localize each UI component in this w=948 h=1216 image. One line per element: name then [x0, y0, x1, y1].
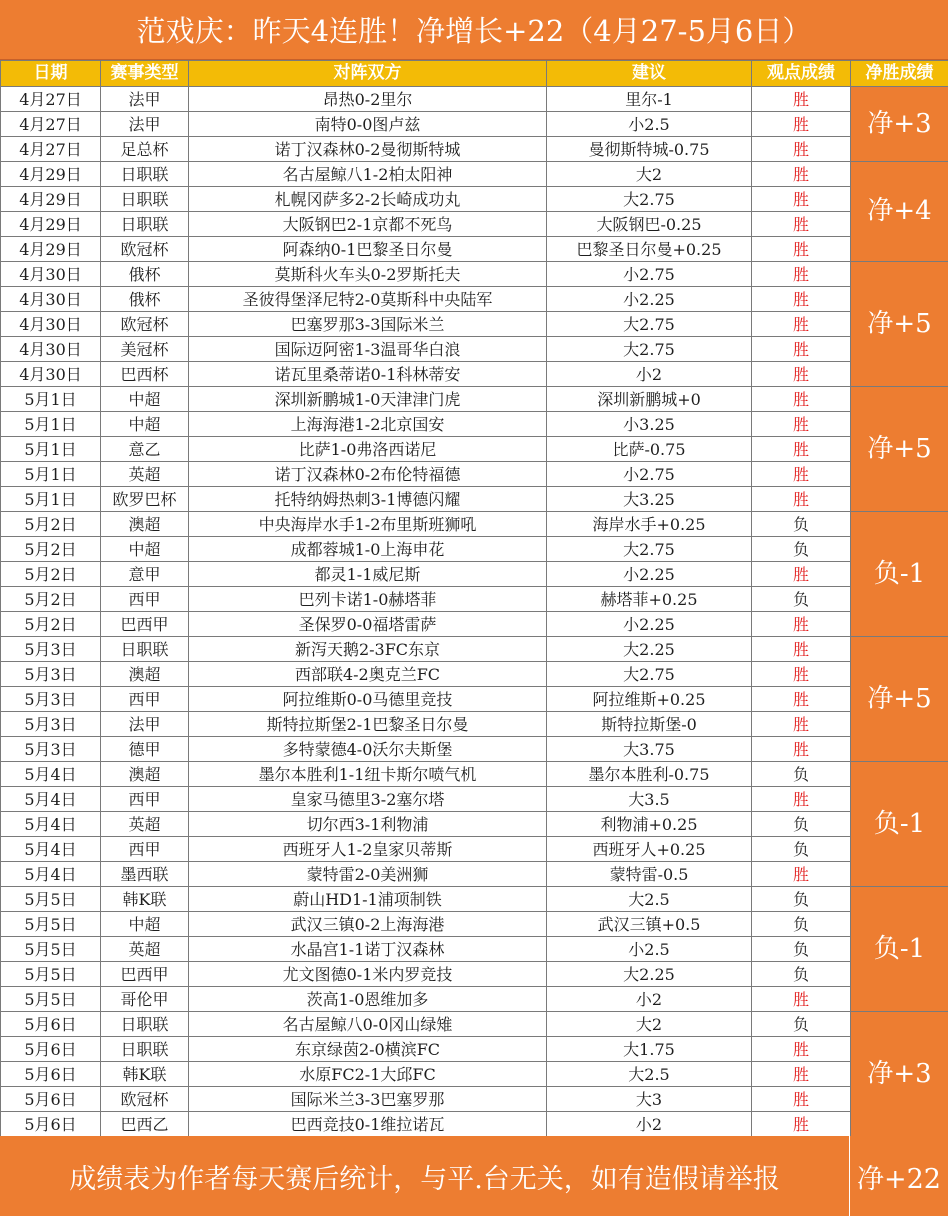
cell-date: 5月2日 [1, 512, 101, 537]
cell-matchup: 名古屋鲸八1-2柏太阳神 [189, 162, 547, 187]
cell-pick: 大2.25 [547, 637, 752, 662]
cell-pick: 武汉三镇+0.5 [547, 912, 752, 937]
cell-matchup: 多特蒙德4-0沃尔夫斯堡 [189, 737, 547, 762]
cell-pick: 大2.75 [547, 187, 752, 212]
col-header-pick: 建议 [547, 61, 752, 87]
cell-date: 5月4日 [1, 787, 101, 812]
cell-matchup: 国际米兰3-3巴塞罗那 [189, 1087, 547, 1112]
header-row [1, 61, 948, 87]
cell-result: 胜 [752, 162, 851, 187]
cell-result: 胜 [752, 1087, 851, 1112]
table-row [1, 462, 948, 487]
col-header-net: 净胜成绩 [851, 61, 948, 87]
cell-pick: 小2 [547, 362, 752, 387]
cell-matchup: 莫斯科火车头0-2罗斯托夫 [189, 262, 547, 287]
cell-competition: 日职联 [101, 212, 189, 237]
cell-matchup: 都灵1-1威尼斯 [189, 562, 547, 587]
cell-competition: 墨西联 [101, 862, 189, 887]
net-result-cell: 净+3 [851, 87, 948, 162]
cell-result: 胜 [752, 787, 851, 812]
table-body [1, 87, 948, 1137]
cell-matchup: 蔚山HD1-1浦项制铁 [189, 887, 547, 912]
col-header-matchup: 对阵双方 [189, 61, 547, 87]
cell-result: 负 [752, 587, 851, 612]
cell-date: 5月1日 [1, 462, 101, 487]
table-row [1, 237, 948, 262]
table-row [1, 262, 948, 287]
cell-matchup: 南特0-0图卢兹 [189, 112, 547, 137]
cell-matchup: 皇家马德里3-2塞尔塔 [189, 787, 547, 812]
cell-competition: 意甲 [101, 562, 189, 587]
cell-result: 胜 [752, 1112, 851, 1137]
cell-result: 胜 [752, 862, 851, 887]
table-row [1, 187, 948, 212]
footer-bar [0, 1136, 948, 1216]
cell-date: 5月5日 [1, 962, 101, 987]
cell-result: 胜 [752, 262, 851, 287]
cell-matchup: 诺丁汉森林0-2曼彻斯特城 [189, 137, 547, 162]
cell-result: 胜 [752, 1062, 851, 1087]
cell-pick: 小2.5 [547, 937, 752, 962]
cell-result: 胜 [752, 612, 851, 637]
net-result-cell: 负-1 [851, 512, 948, 637]
table-row [1, 912, 948, 937]
cell-competition: 西甲 [101, 787, 189, 812]
cell-date: 5月3日 [1, 712, 101, 737]
table-row [1, 862, 948, 887]
cell-date: 5月3日 [1, 662, 101, 687]
cell-result: 胜 [752, 687, 851, 712]
table-row [1, 787, 948, 812]
cell-result: 胜 [752, 337, 851, 362]
cell-result: 胜 [752, 212, 851, 237]
table-row [1, 737, 948, 762]
cell-date: 5月2日 [1, 562, 101, 587]
table-row [1, 812, 948, 837]
table-row [1, 512, 948, 537]
cell-result: 胜 [752, 412, 851, 437]
cell-date: 5月4日 [1, 862, 101, 887]
net-result-cell: 净+5 [851, 262, 948, 387]
cell-pick: 赫塔菲+0.25 [547, 587, 752, 612]
cell-pick: 小2 [547, 1112, 752, 1137]
cell-matchup: 昂热0-2里尔 [189, 87, 547, 112]
cell-matchup: 诺丁汉森林0-2布伦特福德 [189, 462, 547, 487]
cell-pick: 小2.25 [547, 562, 752, 587]
cell-date: 5月1日 [1, 387, 101, 412]
cell-date: 4月30日 [1, 337, 101, 362]
cell-date: 4月30日 [1, 312, 101, 337]
table-row [1, 637, 948, 662]
table-row [1, 962, 948, 987]
cell-date: 5月2日 [1, 587, 101, 612]
cell-result: 胜 [752, 237, 851, 262]
cell-competition: 澳超 [101, 762, 189, 787]
cell-result: 胜 [752, 562, 851, 587]
cell-result: 胜 [752, 737, 851, 762]
cell-competition: 足总杯 [101, 137, 189, 162]
table-row [1, 712, 948, 737]
cell-matchup: 上海海港1-2北京国安 [189, 412, 547, 437]
cell-result: 负 [752, 1012, 851, 1037]
cell-pick: 大2.75 [547, 537, 752, 562]
cell-matchup: 诺瓦里桑蒂诺0-1科林蒂安 [189, 362, 547, 387]
cell-result: 胜 [752, 712, 851, 737]
cell-result: 胜 [752, 662, 851, 687]
table-row [1, 987, 948, 1012]
cell-pick: 里尔-1 [547, 87, 752, 112]
cell-competition: 西甲 [101, 587, 189, 612]
table-row [1, 137, 948, 162]
cell-result: 胜 [752, 487, 851, 512]
cell-pick: 海岸水手+0.25 [547, 512, 752, 537]
cell-pick: 比萨-0.75 [547, 437, 752, 462]
cell-competition: 日职联 [101, 1037, 189, 1062]
table-row [1, 612, 948, 637]
cell-pick: 大阪钢巴-0.25 [547, 212, 752, 237]
page-title: 范戏庆：昨天4连胜！净增长+22（4月27-5月6日） [0, 0, 948, 60]
cell-competition: 德甲 [101, 737, 189, 762]
cell-result: 负 [752, 537, 851, 562]
cell-matchup: 巴塞罗那3-3国际米兰 [189, 312, 547, 337]
footer-note: 成绩表为作者每天赛后统计，与平.台无关，如有造假请举报 [0, 1136, 850, 1216]
cell-pick: 大3.75 [547, 737, 752, 762]
table-row [1, 887, 948, 912]
cell-date: 5月4日 [1, 812, 101, 837]
cell-date: 5月5日 [1, 987, 101, 1012]
cell-pick: 大2.75 [547, 662, 752, 687]
table-row [1, 412, 948, 437]
cell-matchup: 墨尔本胜利1-1纽卡斯尔喷气机 [189, 762, 547, 787]
net-result-cell: 净+5 [851, 637, 948, 762]
cell-matchup: 名古屋鲸八0-0冈山绿雉 [189, 1012, 547, 1037]
cell-matchup: 尤文图德0-1米内罗竞技 [189, 962, 547, 987]
cell-matchup: 托特纳姆热刺3-1博德闪耀 [189, 487, 547, 512]
cell-competition: 欧冠杯 [101, 237, 189, 262]
cell-date: 5月1日 [1, 487, 101, 512]
cell-date: 5月3日 [1, 737, 101, 762]
cell-competition: 法甲 [101, 87, 189, 112]
cell-matchup: 圣彼得堡泽尼特2-0莫斯科中央陆军 [189, 287, 547, 312]
cell-competition: 中超 [101, 912, 189, 937]
table-row [1, 1087, 948, 1112]
cell-competition: 中超 [101, 387, 189, 412]
cell-competition: 欧冠杯 [101, 1087, 189, 1112]
cell-matchup: 比萨1-0弗洛西诺尼 [189, 437, 547, 462]
cell-matchup: 巴列卡诺1-0赫塔菲 [189, 587, 547, 612]
cell-date: 4月30日 [1, 362, 101, 387]
cell-pick: 大3.25 [547, 487, 752, 512]
table-row [1, 1062, 948, 1087]
cell-competition: 西甲 [101, 837, 189, 862]
cell-competition: 美冠杯 [101, 337, 189, 362]
cell-matchup: 札幌冈萨多2-2长崎成功丸 [189, 187, 547, 212]
cell-matchup: 大阪钢巴2-1京都不死鸟 [189, 212, 547, 237]
cell-pick: 利物浦+0.25 [547, 812, 752, 837]
cell-pick: 大2.25 [547, 962, 752, 987]
cell-date: 5月5日 [1, 912, 101, 937]
cell-matchup: 成都蓉城1-0上海申花 [189, 537, 547, 562]
cell-date: 5月4日 [1, 837, 101, 862]
table-row [1, 1012, 948, 1037]
cell-competition: 法甲 [101, 712, 189, 737]
cell-competition: 巴西乙 [101, 1112, 189, 1137]
cell-pick: 巴黎圣日尔曼+0.25 [547, 237, 752, 262]
cell-date: 4月27日 [1, 137, 101, 162]
col-header-date: 日期 [1, 61, 101, 87]
cell-matchup: 阿拉维斯0-0马德里竞技 [189, 687, 547, 712]
cell-competition: 意乙 [101, 437, 189, 462]
cell-pick: 小2.25 [547, 287, 752, 312]
cell-pick: 小2.5 [547, 112, 752, 137]
table-row [1, 162, 948, 187]
cell-date: 4月30日 [1, 287, 101, 312]
cell-date: 4月27日 [1, 112, 101, 137]
cell-competition: 巴西杯 [101, 362, 189, 387]
cell-pick: 大2.75 [547, 312, 752, 337]
cell-matchup: 中央海岸水手1-2布里斯班狮吼 [189, 512, 547, 537]
cell-pick: 大2.5 [547, 887, 752, 912]
cell-matchup: 东京绿茵2-0横滨FC [189, 1037, 547, 1062]
cell-date: 4月29日 [1, 212, 101, 237]
table-row [1, 762, 948, 787]
cell-matchup: 切尔西3-1利物浦 [189, 812, 547, 837]
cell-result: 胜 [752, 137, 851, 162]
cell-matchup: 深圳新鹏城1-0天津津门虎 [189, 387, 547, 412]
table-row [1, 87, 948, 112]
table-row [1, 1112, 948, 1137]
cell-result: 负 [752, 812, 851, 837]
cell-result: 胜 [752, 287, 851, 312]
cell-result: 负 [752, 512, 851, 537]
cell-result: 负 [752, 962, 851, 987]
cell-date: 4月30日 [1, 262, 101, 287]
net-result-cell: 净+4 [851, 162, 948, 262]
cell-competition: 韩K联 [101, 887, 189, 912]
table-row [1, 112, 948, 137]
cell-date: 5月6日 [1, 1087, 101, 1112]
cell-pick: 大1.75 [547, 1037, 752, 1062]
cell-date: 4月29日 [1, 237, 101, 262]
cell-result: 负 [752, 762, 851, 787]
cell-date: 5月6日 [1, 1062, 101, 1087]
table-row [1, 687, 948, 712]
cell-competition: 欧冠杯 [101, 312, 189, 337]
cell-date: 4月29日 [1, 162, 101, 187]
cell-date: 5月6日 [1, 1037, 101, 1062]
cell-matchup: 水原FC2-1大邱FC [189, 1062, 547, 1087]
cell-pick: 曼彻斯特城-0.75 [547, 137, 752, 162]
col-header-result: 观点成绩 [752, 61, 851, 87]
cell-result: 负 [752, 912, 851, 937]
table-row [1, 562, 948, 587]
net-result-cell: 净+3 [851, 1012, 948, 1137]
cell-pick: 小2 [547, 987, 752, 1012]
cell-pick: 斯特拉斯堡-0 [547, 712, 752, 737]
net-result-cell: 负-1 [851, 887, 948, 1012]
cell-date: 5月5日 [1, 887, 101, 912]
cell-pick: 墨尔本胜利-0.75 [547, 762, 752, 787]
cell-date: 5月2日 [1, 537, 101, 562]
cell-matchup: 西部联4-2奥克兰FC [189, 662, 547, 687]
cell-competition: 日职联 [101, 637, 189, 662]
cell-pick: 大3 [547, 1087, 752, 1112]
cell-matchup: 新泻天鹅2-3FC东京 [189, 637, 547, 662]
cell-date: 5月1日 [1, 412, 101, 437]
cell-matchup: 茨高1-0恩维加多 [189, 987, 547, 1012]
table-row [1, 837, 948, 862]
cell-date: 5月5日 [1, 937, 101, 962]
table-row [1, 587, 948, 612]
cell-matchup: 蒙特雷2-0美洲狮 [189, 862, 547, 887]
col-header-competition: 赛事类型 [101, 61, 189, 87]
cell-competition: 韩K联 [101, 1062, 189, 1087]
cell-date: 5月6日 [1, 1112, 101, 1137]
cell-date: 5月3日 [1, 637, 101, 662]
cell-competition: 巴西甲 [101, 612, 189, 637]
cell-pick: 小3.25 [547, 412, 752, 437]
net-result-cell: 净+5 [851, 387, 948, 512]
cell-result: 胜 [752, 87, 851, 112]
results-table [0, 60, 948, 1137]
cell-result: 负 [752, 887, 851, 912]
cell-competition: 日职联 [101, 187, 189, 212]
cell-pick: 大3.5 [547, 787, 752, 812]
cell-pick: 小2.75 [547, 462, 752, 487]
cell-competition: 中超 [101, 412, 189, 437]
table-row [1, 437, 948, 462]
cell-date: 5月4日 [1, 762, 101, 787]
cell-matchup: 阿森纳0-1巴黎圣日尔曼 [189, 237, 547, 262]
cell-matchup: 斯特拉斯堡2-1巴黎圣日尔曼 [189, 712, 547, 737]
cell-result: 胜 [752, 112, 851, 137]
cell-matchup: 水晶宫1-1诺丁汉森林 [189, 937, 547, 962]
table-row [1, 287, 948, 312]
cell-competition: 澳超 [101, 662, 189, 687]
footer-net-total: 净+22 [857, 1163, 941, 1195]
table-row [1, 212, 948, 237]
cell-competition: 英超 [101, 462, 189, 487]
cell-pick: 阿拉维斯+0.25 [547, 687, 752, 712]
cell-result: 胜 [752, 362, 851, 387]
net-result-cell: 负-1 [851, 762, 948, 887]
cell-competition: 英超 [101, 937, 189, 962]
cell-result: 胜 [752, 987, 851, 1012]
cell-result: 胜 [752, 637, 851, 662]
table-row [1, 487, 948, 512]
cell-matchup: 圣保罗0-0福塔雷萨 [189, 612, 547, 637]
cell-competition: 中超 [101, 537, 189, 562]
cell-pick: 大2 [547, 1012, 752, 1037]
cell-matchup: 西班牙人1-2皇家贝蒂斯 [189, 837, 547, 862]
cell-matchup: 武汉三镇0-2上海海港 [189, 912, 547, 937]
cell-competition: 日职联 [101, 162, 189, 187]
cell-competition: 澳超 [101, 512, 189, 537]
table-row [1, 1037, 948, 1062]
cell-date: 5月3日 [1, 687, 101, 712]
cell-pick: 西班牙人+0.25 [547, 837, 752, 862]
cell-pick: 蒙特雷-0.5 [547, 862, 752, 887]
cell-matchup: 巴西竞技0-1维拉诺瓦 [189, 1112, 547, 1137]
cell-matchup: 国际迈阿密1-3温哥华白浪 [189, 337, 547, 362]
cell-result: 胜 [752, 437, 851, 462]
cell-competition: 日职联 [101, 1012, 189, 1037]
cell-date: 5月2日 [1, 612, 101, 637]
cell-competition: 西甲 [101, 687, 189, 712]
cell-pick: 小2.75 [547, 262, 752, 287]
cell-date: 5月1日 [1, 437, 101, 462]
table-row [1, 362, 948, 387]
cell-result: 负 [752, 937, 851, 962]
table-row [1, 387, 948, 412]
cell-result: 胜 [752, 387, 851, 412]
table-row [1, 312, 948, 337]
table-row [1, 537, 948, 562]
cell-pick: 大2 [547, 162, 752, 187]
cell-competition: 法甲 [101, 112, 189, 137]
table-row [1, 662, 948, 687]
table-row [1, 937, 948, 962]
cell-date: 5月6日 [1, 1012, 101, 1037]
cell-competition: 俄杯 [101, 287, 189, 312]
cell-competition: 欧罗巴杯 [101, 487, 189, 512]
cell-date: 4月27日 [1, 87, 101, 112]
cell-competition: 巴西甲 [101, 962, 189, 987]
cell-result: 胜 [752, 1037, 851, 1062]
cell-result: 胜 [752, 312, 851, 337]
cell-pick: 深圳新鹏城+0 [547, 387, 752, 412]
cell-result: 负 [752, 837, 851, 862]
table-row [1, 337, 948, 362]
cell-competition: 英超 [101, 812, 189, 837]
cell-result: 胜 [752, 187, 851, 212]
cell-competition: 哥伦甲 [101, 987, 189, 1012]
cell-pick: 大2.5 [547, 1062, 752, 1087]
cell-date: 4月29日 [1, 187, 101, 212]
cell-pick: 大2.75 [547, 337, 752, 362]
cell-pick: 小2.25 [547, 612, 752, 637]
cell-result: 胜 [752, 462, 851, 487]
cell-competition: 俄杯 [101, 262, 189, 287]
